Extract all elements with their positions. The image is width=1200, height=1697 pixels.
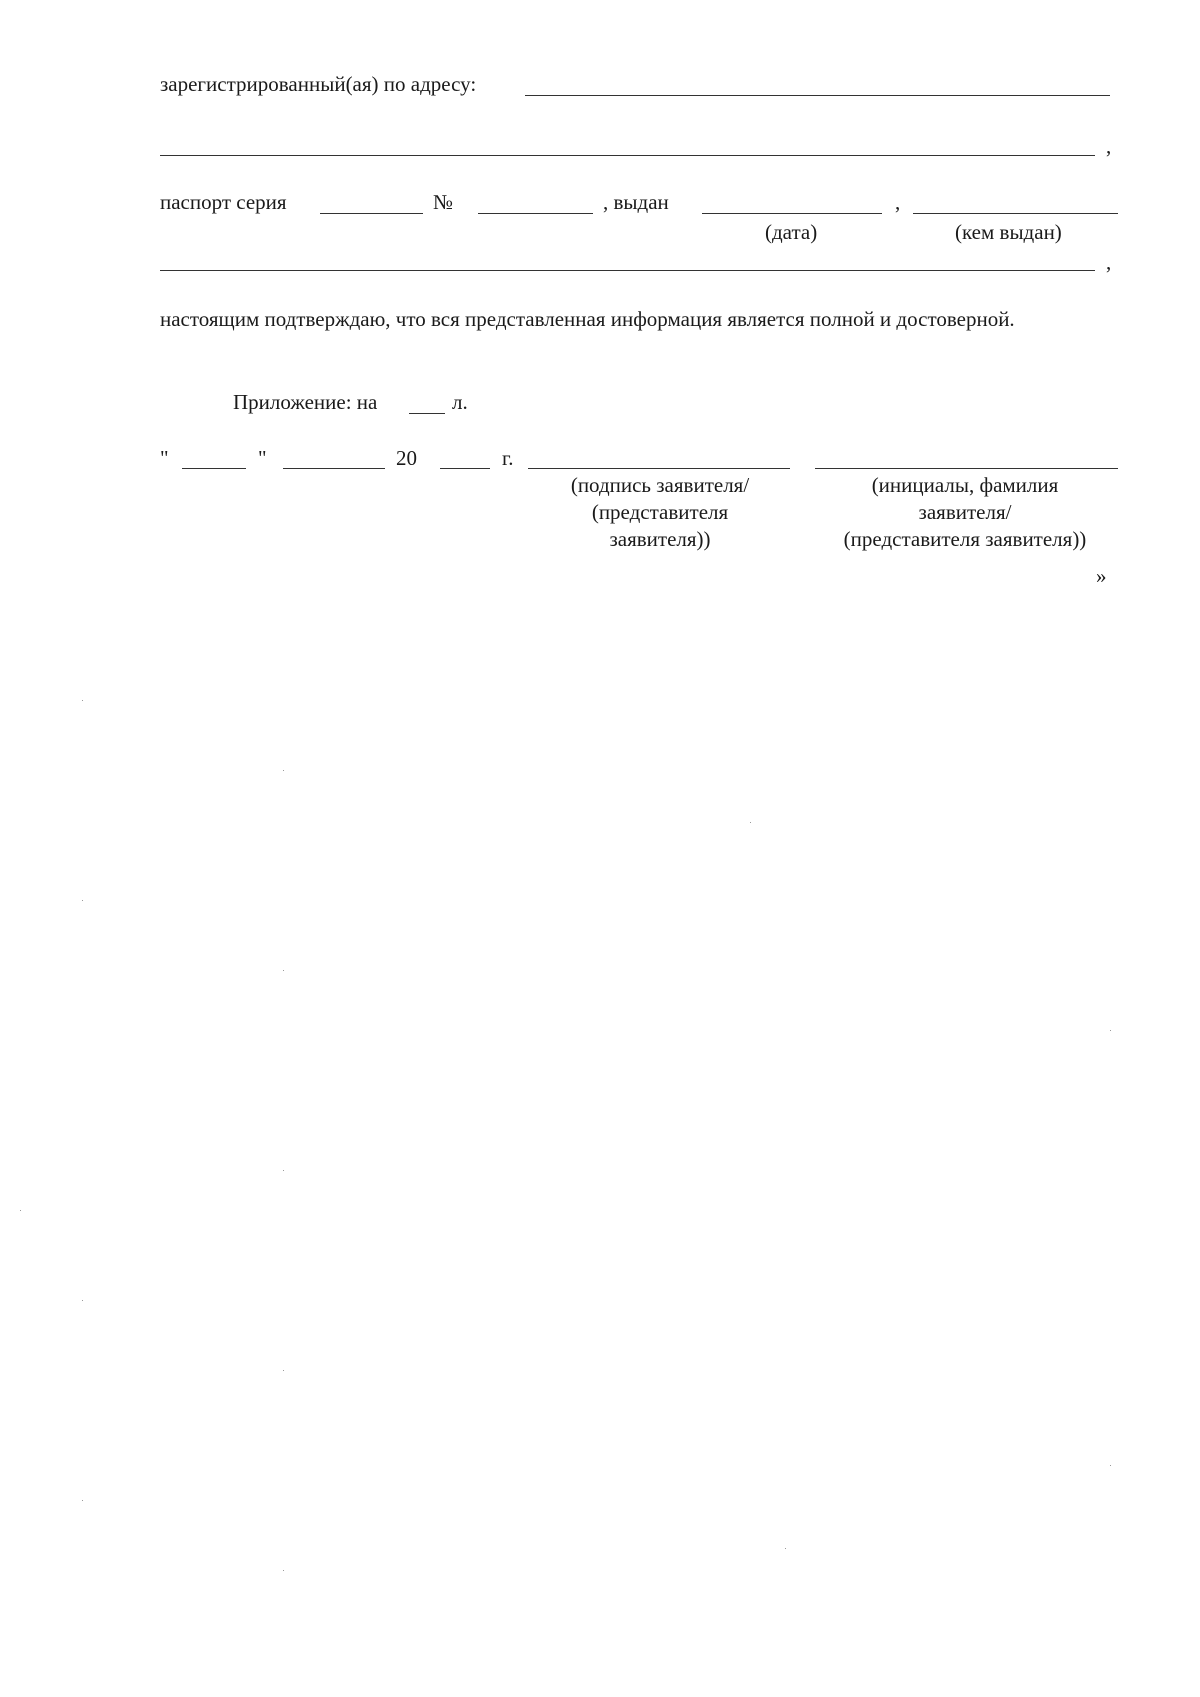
scan-speck [1110, 1030, 1111, 1031]
name-field-line[interactable] [815, 468, 1118, 469]
passport-issued-label: , выдан [603, 190, 669, 214]
signature-caption-line: (подпись заявителя/ [570, 473, 750, 497]
passport-date-field-line[interactable] [702, 213, 882, 214]
scan-speck [785, 1548, 786, 1549]
scan-speck [1110, 1465, 1111, 1466]
year-field-line[interactable] [440, 468, 490, 469]
issued-by-caption: (кем выдан) [955, 220, 1062, 244]
signature-caption-line: заявителя)) [609, 527, 711, 551]
passport-number-field-line[interactable] [478, 213, 593, 214]
passport-issued-by-field-line[interactable] [913, 213, 1118, 214]
address-continuation-line[interactable] [160, 155, 1095, 156]
attachment-pages-field-line[interactable] [409, 413, 445, 414]
scan-speck [283, 770, 284, 771]
signature-field-line[interactable] [528, 468, 790, 469]
scan-speck [82, 700, 83, 701]
address-comma: , [1106, 134, 1112, 158]
month-field-line[interactable] [283, 468, 385, 469]
scan-speck [283, 1370, 284, 1371]
day-field-line[interactable] [182, 468, 246, 469]
scan-speck [283, 970, 284, 971]
year-prefix: 20 [396, 446, 417, 470]
address-field-line[interactable] [525, 95, 1110, 96]
name-caption-line: (представителя заявителя)) [843, 527, 1087, 551]
scan-speck [283, 1570, 284, 1571]
scan-speck [20, 1210, 21, 1211]
date-caption: (дата) [765, 220, 818, 244]
issued-by-continuation-line[interactable] [160, 270, 1095, 271]
scan-speck [82, 1500, 83, 1501]
name-caption [812, 472, 1118, 553]
date-quote-open: " [160, 446, 169, 470]
issued-by-comma: , [1106, 250, 1112, 274]
confirmation-paragraph: настоящим подтверждаю, что вся представленная информация является полной и достоверной. [160, 307, 1015, 331]
passport-series-field-line[interactable] [320, 213, 423, 214]
signature-caption [530, 472, 790, 553]
name-caption-line: (инициалы, фамилия [871, 473, 1059, 497]
scan-speck [283, 1170, 284, 1171]
scan-speck [82, 900, 83, 901]
closing-quote: » [1096, 564, 1107, 588]
name-caption-line: заявителя/ [918, 500, 1012, 524]
attachment-label: Приложение: на [233, 390, 378, 414]
signature-caption-line: (представителя [591, 500, 729, 524]
year-suffix: г. [502, 446, 514, 470]
passport-date-comma: , [895, 190, 901, 214]
address-label: зарегистрированный(ая) по адресу: [160, 72, 477, 96]
date-quote-close: " [258, 446, 267, 470]
attachment-suffix: л. [452, 390, 468, 414]
scan-speck [750, 822, 751, 823]
passport-number-sign: № [433, 190, 454, 214]
scan-speck [82, 1300, 83, 1301]
passport-series-label: паспорт серия [160, 190, 287, 214]
